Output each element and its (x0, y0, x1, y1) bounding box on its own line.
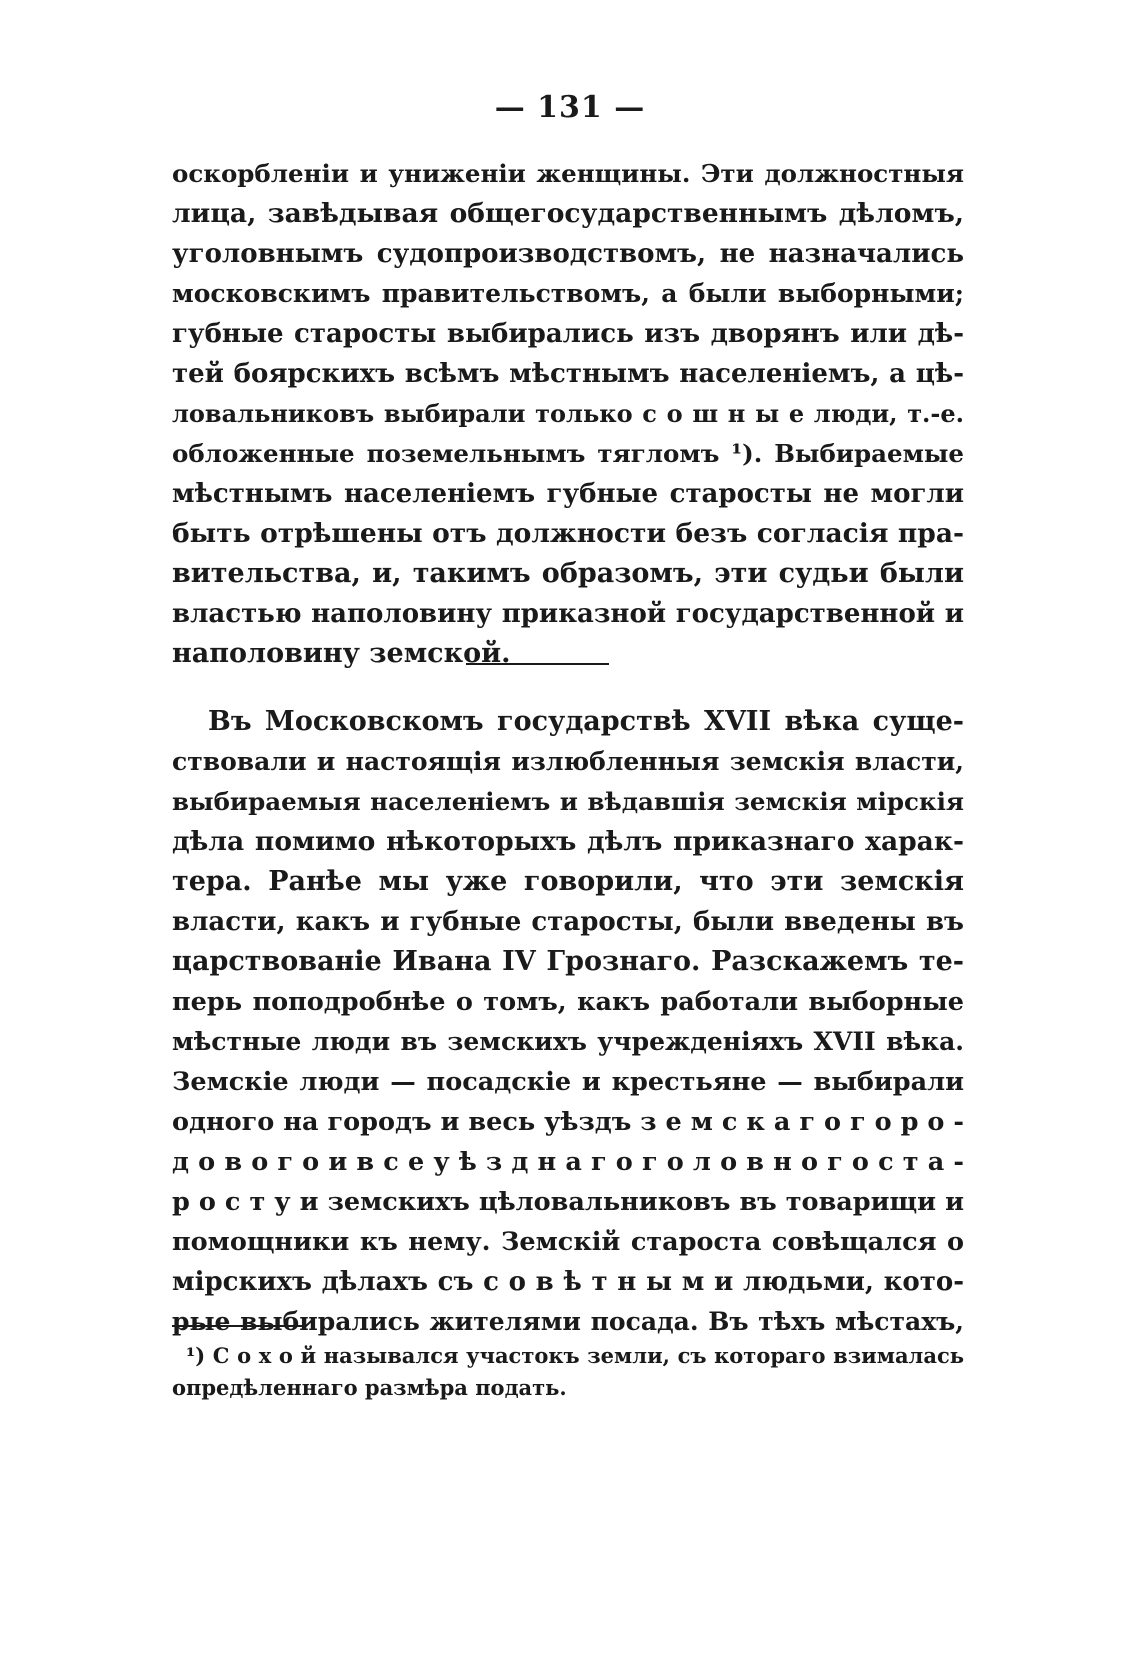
text-line: быть отрѣшены отъ должности безъ согласія пра- (172, 518, 964, 549)
footnote-rule (172, 1325, 304, 1327)
text-line: Земскіе люди — посадскіе и крестьяне — выбирали (172, 1067, 964, 1097)
text-line: р о с т у и земскихъ цѣловальниковъ въ товарищи и (172, 1187, 964, 1217)
text-line: мірскихъ дѣлахъ съ с о в ѣ т н ы м и людьми, кото- (172, 1267, 964, 1297)
text-line: дѣла помимо нѣкоторыхъ дѣлъ приказнаго харак- (172, 826, 964, 857)
text-line: московскимъ правительствомъ, а были выборными; (172, 279, 964, 308)
text-line: ловальниковъ выбирали только с о ш н ы е люди, т.-е. (172, 399, 964, 428)
footnote-line: ¹) С о х о й назывался участокъ земли, съ котораго взималась (186, 1343, 964, 1368)
text-line: мѣстнымъ населеніемъ губные старосты не могли (172, 479, 964, 509)
text-line: помощники къ нему. Земскій староста совѣщался о (172, 1227, 964, 1257)
text-line: д о в о г о и в с е у ѣ з д н а г о г о л о в н о г о с т а - (172, 1147, 964, 1177)
text-line: ствовали и настоящія излюбленныя земскія власти, (172, 747, 964, 776)
text-line: уголовнымъ судопроизводствомъ, не назначались (172, 239, 964, 269)
text-line: оскорбленіи и униженіи женщины. Эти должностныя (172, 159, 964, 188)
paragraph-1 (172, 154, 964, 674)
text-line: мѣстные люди въ земскихъ учрежденіяхъ XVII вѣка. (172, 1027, 964, 1056)
text-line: тей боярскихъ всѣмъ мѣстнымъ населеніемъ, а цѣ- (172, 359, 964, 389)
text-line: Въ Московскомъ государствѣ XVII вѣка суще- (208, 706, 964, 737)
text-line: лица, завѣдывая общегосударственнымъ дѣломъ, (172, 198, 964, 229)
text-line: обложенные поземельнымъ тягломъ ¹). Выбираемые (172, 439, 964, 468)
text-line: одного на городъ и весь уѣздъ з е м с к а г о г о р о - (172, 1107, 964, 1137)
text-line: тера. Ранѣе мы уже говорили, что эти земскія (172, 866, 964, 897)
text-line: власти, какъ и губные старосты, были введены въ (172, 907, 964, 937)
footnote-line: опредѣленнаго размѣра подать. (172, 1375, 567, 1400)
text-line: властью наполовину приказной государственной и (172, 599, 964, 629)
text-line: губные старосты выбирались изъ дворянъ или дѣ- (172, 319, 964, 349)
text-line: рые выбирались жителями посада. Въ тѣхъ мѣстахъ, (172, 1307, 964, 1336)
text-line: вительства, и, такимъ образомъ, эти судьи были (172, 558, 964, 589)
footnote (172, 1340, 964, 1404)
page-number: — 131 — (494, 90, 646, 125)
text-line: перь поподробнѣе о томъ, какъ работали выборные (172, 987, 964, 1017)
paragraph-2 (172, 702, 964, 1342)
section-separator (466, 663, 609, 665)
text-line: царствованіе Ивана IV Грознаго. Разскажемъ те- (172, 946, 964, 977)
text-line: выбираемыя населеніемъ и вѣдавшія земскія мірскія (172, 787, 964, 816)
text-line: наполовину земской. (172, 638, 511, 669)
